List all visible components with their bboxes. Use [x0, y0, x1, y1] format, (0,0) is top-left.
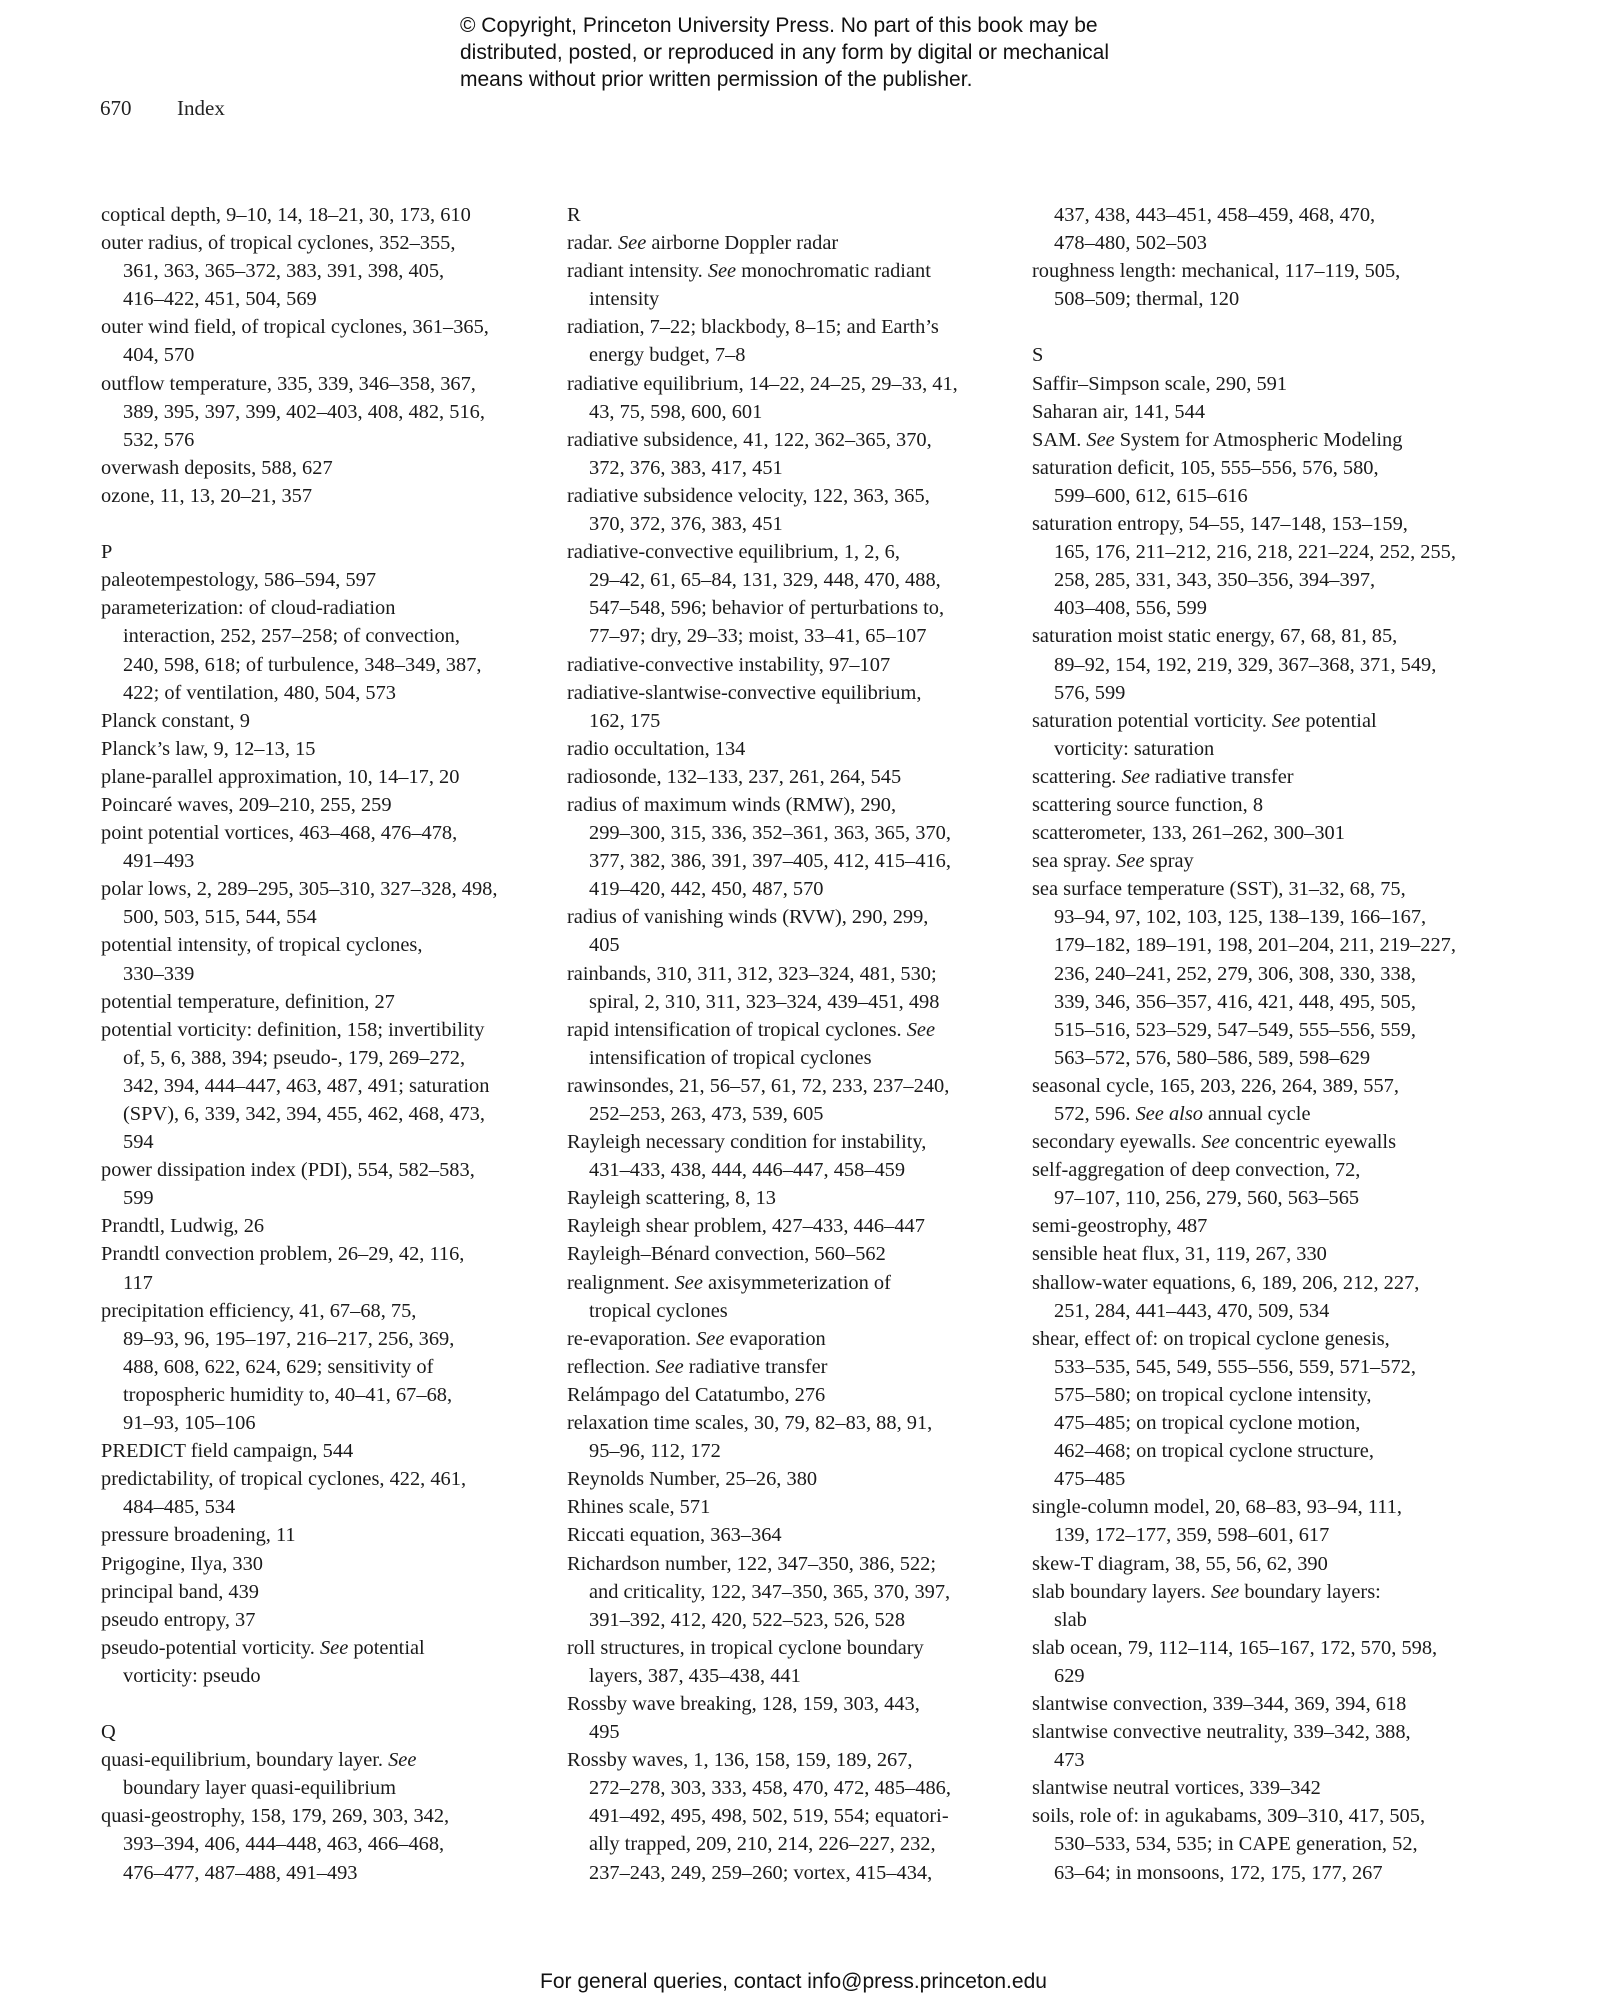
index-entry-line: Rossby wave breaking, 128, 159, 303, 443, — [567, 1692, 920, 1715]
index-entry — [1032, 1718, 1462, 1774]
index-column-1 — [101, 201, 531, 1887]
index-entry — [567, 1212, 997, 1240]
index-entry-line: 533–535, 545, 549, 555–556, 559, 571–572, — [1054, 1355, 1416, 1378]
index-entry-line: vorticity: saturation — [1054, 737, 1215, 760]
index-entry-line: ozone, 11, 13, 20–21, 357 — [101, 484, 313, 507]
index-entry-line: Rayleigh–Bénard convection, 560–562 — [567, 1243, 886, 1266]
index-entry-line: 475–485 — [1054, 1468, 1126, 1491]
index-entry-line: 236, 240–241, 252, 279, 306, 308, 330, 338, — [1054, 962, 1416, 985]
index-entry-line: realignment. See axisymmeterization of — [567, 1271, 891, 1294]
index-entry — [1032, 819, 1462, 847]
index-entry-line: shallow-water equations, 6, 189, 206, 212, 227, — [1032, 1271, 1420, 1294]
index-entry-line: 237–243, 249, 259–260; vortex, 415–434, — [589, 1861, 933, 1884]
index-entry-line: boundary layer quasi-equilibrium — [123, 1777, 396, 1800]
index-entry-line: pressure broadening, 11 — [101, 1524, 296, 1547]
index-entry-line: precipitation efficiency, 41, 67–68, 75, — [101, 1299, 417, 1322]
index-entry — [101, 791, 531, 819]
index-entry — [101, 454, 531, 482]
index-entry — [567, 735, 997, 763]
index-entry-line: 547–548, 596; behavior of perturbations to, — [589, 597, 945, 620]
index-entry — [1032, 875, 1462, 1072]
index-entry-line: 272–278, 303, 333, 458, 470, 472, 485–486, — [589, 1777, 951, 1800]
index-entry — [101, 875, 531, 931]
index-entry-line: radiative-convective equilibrium, 1, 2, 6, — [567, 541, 900, 564]
index-entry-line: scattering source function, 8 — [1032, 793, 1264, 816]
index-entry-line: 389, 395, 397, 399, 402–403, 408, 482, 516, — [123, 400, 485, 423]
copyright-line: © Copyright, Princeton University Press. No part of this book may be — [460, 14, 1098, 37]
index-entry-line: Reynolds Number, 25–26, 380 — [567, 1468, 818, 1491]
index-entry-line: 594 — [123, 1131, 154, 1154]
index-entry-line: 339, 346, 356–357, 416, 421, 448, 495, 505, — [1054, 990, 1416, 1013]
index-entry — [567, 1521, 997, 1549]
index-entry — [1032, 847, 1462, 875]
index-entry — [567, 1072, 997, 1128]
index-entry — [1032, 1493, 1462, 1549]
index-entry — [567, 370, 997, 426]
index-entry — [101, 1156, 531, 1212]
index-entry — [1032, 370, 1462, 398]
index-entry — [567, 1184, 997, 1212]
page-title: Index — [177, 96, 225, 120]
index-entry — [567, 482, 997, 538]
index-entry — [567, 426, 997, 482]
index-entry-line: quasi-geostrophy, 158, 179, 269, 303, 342, — [101, 1805, 450, 1828]
index-entry-line: radiation, 7–22; blackbody, 8–15; and Earth’s — [567, 316, 939, 339]
index-entry-line: 299–300, 315, 336, 352–361, 363, 365, 370, — [589, 822, 951, 845]
index-entry — [101, 482, 531, 510]
index-entry — [101, 763, 531, 791]
index-entry — [567, 1465, 997, 1493]
index-entry — [1032, 1212, 1462, 1240]
index-entry — [567, 651, 997, 679]
index-entry — [567, 1240, 997, 1268]
index-entry-line: radiative-convective instability, 97–107 — [567, 653, 891, 676]
index-entry-line: 488, 608, 622, 624, 629; sensitivity of — [123, 1355, 434, 1378]
index-entry-line: Relámpago del Catatumbo, 276 — [567, 1383, 826, 1406]
index-entry-line: 462–468; on tropical cyclone structure, — [1054, 1440, 1374, 1463]
index-entry-line: 393–394, 406, 444–448, 463, 466–468, — [123, 1833, 445, 1856]
index-entry-line: slab — [1054, 1608, 1087, 1631]
index-entry-line: slantwise convection, 339–344, 369, 394, 618 — [1032, 1692, 1407, 1715]
index-entry — [1032, 1774, 1462, 1802]
index-entry-line: Poincaré waves, 209–210, 255, 259 — [101, 793, 392, 816]
index-entry-line: 95–96, 112, 172 — [589, 1440, 721, 1463]
index-entry — [567, 257, 997, 313]
index-entry — [1032, 426, 1462, 454]
index-entry — [101, 735, 531, 763]
index-entry — [1032, 257, 1462, 313]
index-entry — [1032, 1269, 1462, 1325]
index-entry-line: semi-geostrophy, 487 — [1032, 1215, 1208, 1238]
index-entry — [567, 1353, 997, 1381]
index-entry-line: polar lows, 2, 289–295, 305–310, 327–328, 498, — [101, 878, 498, 901]
index-entry-line: pseudo-potential vorticity. See potential — [101, 1636, 425, 1659]
index-entry-line: roll structures, in tropical cyclone boundary — [567, 1636, 924, 1659]
index-entry-line: predictability, of tropical cyclones, 422, 461, — [101, 1468, 467, 1491]
index-entry-line: 530–533, 534, 535; in CAPE generation, 52, — [1054, 1833, 1418, 1856]
index-entry-line: rainbands, 310, 311, 312, 323–324, 481, 530; — [567, 962, 937, 985]
index-entry — [567, 763, 997, 791]
index-entry — [567, 1269, 997, 1325]
index-entry-line: 97–107, 110, 256, 279, 560, 563–565 — [1054, 1187, 1360, 1210]
index-entry-line: point potential vortices, 463–468, 476–478, — [101, 822, 458, 845]
index-entry-line: 404, 570 — [123, 344, 195, 367]
section-letter: Q — [101, 1721, 116, 1744]
index-entry-line: quasi-equilibrium, boundary layer. See — [101, 1749, 417, 1772]
index-entry-line: 370, 372, 376, 383, 451 — [589, 513, 783, 536]
index-entry — [101, 1578, 531, 1606]
copyright-line: means without prior written permission of the publisher. — [460, 68, 973, 91]
index-entry-line: 629 — [1054, 1664, 1085, 1687]
index-entry — [101, 707, 531, 735]
index-entry-line: 500, 503, 515, 544, 554 — [123, 906, 317, 929]
index-entry-line: roughness length: mechanical, 117–119, 505, — [1032, 260, 1401, 283]
index-entry-line: sea surface temperature (SST), 31–32, 68, 75, — [1032, 878, 1406, 901]
index-entry-line: 89–93, 96, 195–197, 216–217, 256, 369, — [123, 1327, 455, 1350]
index-entry-line: shear, effect of: on tropical cyclone genesis, — [1032, 1327, 1390, 1350]
index-entry — [1032, 1578, 1462, 1634]
index-entry-line: Prigogine, Ilya, 330 — [101, 1552, 263, 1575]
index-entry — [1032, 201, 1462, 257]
index-entry-line: slab ocean, 79, 112–114, 165–167, 172, 570, 598, — [1032, 1636, 1438, 1659]
section-letter: S — [1032, 344, 1044, 367]
index-entry-line: self-aggregation of deep convection, 72, — [1032, 1159, 1361, 1182]
index-entry — [101, 1212, 531, 1240]
index-entry — [1032, 791, 1462, 819]
index-entry — [101, 1297, 531, 1437]
index-entry-line: 431–433, 438, 444, 446–447, 458–459 — [589, 1159, 906, 1182]
index-entry-line: Riccati equation, 363–364 — [567, 1524, 782, 1547]
index-entry-line: Planck’s law, 9, 12–13, 15 — [101, 737, 316, 760]
index-entry-line: 599–600, 612, 615–616 — [1054, 484, 1248, 507]
index-entry-line: 372, 376, 383, 417, 451 — [589, 456, 783, 479]
index-entry-line: radiative subsidence velocity, 122, 363, 365, — [567, 484, 930, 507]
index-entry — [101, 931, 531, 987]
index-entry-line: Rayleigh necessary condition for instability, — [567, 1131, 927, 1154]
index-entry-line: slantwise neutral vortices, 339–342 — [1032, 1777, 1321, 1800]
index-entry — [101, 1606, 531, 1634]
index-entry-line: potential temperature, definition, 27 — [101, 990, 395, 1013]
index-entry-line: 572, 596. See also annual cycle — [1054, 1103, 1311, 1125]
index-entry-line: Rhines scale, 571 — [567, 1496, 711, 1519]
index-entry-line: saturation deficit, 105, 555–556, 576, 580, — [1032, 456, 1379, 479]
index-entry — [101, 1437, 531, 1465]
index-entry — [1032, 454, 1462, 510]
index-entry-line: tropospheric humidity to, 40–41, 67–68, — [123, 1383, 453, 1406]
index-entry-line: potential vorticity: definition, 158; invertibility — [101, 1018, 485, 1041]
index-entry — [101, 1634, 531, 1690]
index-entry — [101, 229, 531, 313]
index-entry-line: overwash deposits, 588, 627 — [101, 456, 333, 479]
index-entry — [567, 1690, 997, 1746]
index-entry — [101, 1802, 531, 1886]
index-entry-line: spiral, 2, 310, 311, 323–324, 439–451, 498 — [589, 990, 940, 1013]
index-entry — [567, 960, 997, 1016]
index-entry-line: 475–485; on tropical cyclone motion, — [1054, 1412, 1361, 1435]
index-entry-line: scattering. See radiative transfer — [1032, 765, 1294, 788]
index-entry-line: Saffir–Simpson scale, 290, 591 — [1032, 372, 1288, 395]
index-entry-line: sensible heat flux, 31, 119, 267, 330 — [1032, 1243, 1327, 1266]
index-entry-line: outflow temperature, 335, 339, 346–358, 367, — [101, 372, 476, 395]
index-entry-line: 422; of ventilation, 480, 504, 573 — [123, 681, 396, 704]
index-entry — [101, 313, 531, 369]
index-entry-line: 437, 438, 443–451, 458–459, 468, 470, — [1054, 204, 1376, 226]
page-number: 670 — [100, 96, 132, 120]
index-entry-line: skew-T diagram, 38, 55, 56, 62, 390 — [1032, 1552, 1328, 1575]
index-entry-line: 491–492, 495, 498, 502, 519, 554; equatori- — [589, 1805, 949, 1828]
index-entry-line: tropical cyclones — [589, 1299, 728, 1322]
index-entry-line: saturation potential vorticity. See potential — [1032, 709, 1377, 732]
index-entry-line: 495 — [589, 1721, 620, 1744]
index-entry-line: 77–97; dry, 29–33; moist, 33–41, 65–107 — [589, 625, 927, 648]
copyright-notice — [460, 12, 1220, 93]
index-entry-line: 403–408, 556, 599 — [1054, 597, 1207, 620]
index-entry — [567, 1746, 997, 1886]
index-entry-line: 240, 598, 618; of turbulence, 348–349, 387, — [123, 653, 482, 676]
index-entry-line: energy budget, 7–8 — [589, 344, 746, 367]
index-entry-line: principal band, 439 — [101, 1580, 259, 1603]
index-entry-line: rapid intensification of tropical cyclones. See — [567, 1018, 936, 1041]
index-entry — [1032, 1690, 1462, 1718]
section-letter: R — [567, 204, 581, 226]
index-entry-line: secondary eyewalls. See concentric eyewalls — [1032, 1131, 1397, 1154]
index-entry — [1032, 398, 1462, 426]
index-entry — [567, 1325, 997, 1353]
index-entry-line: radiosonde, 132–133, 237, 261, 264, 545 — [567, 765, 902, 788]
index-entry-line: 563–572, 576, 580–586, 589, 598–629 — [1054, 1046, 1371, 1069]
index-entry — [567, 1381, 997, 1409]
running-head — [100, 96, 225, 121]
index-entry-line: saturation entropy, 54–55, 147–148, 153–159, — [1032, 513, 1408, 536]
index-entry-line: reflection. See radiative transfer — [567, 1355, 828, 1378]
index-entry-line: 117 — [123, 1271, 153, 1294]
index-entry-line: plane-parallel approximation, 10, 14–17, 20 — [101, 765, 460, 788]
index-entry — [101, 201, 531, 229]
index-entry-line: parameterization: of cloud-radiation — [101, 597, 396, 620]
index-entry-line: layers, 387, 435–438, 441 — [589, 1664, 801, 1687]
index-entry-line: 89–92, 154, 192, 219, 329, 367–368, 371, 549, — [1054, 653, 1437, 676]
index-entry-line: paleotempestology, 586–594, 597 — [101, 569, 377, 592]
index-column-3 — [1032, 201, 1462, 1887]
index-entry-line: and criticality, 122, 347–350, 365, 370, 397, — [589, 1580, 951, 1603]
index-entry-line: scatterometer, 133, 261–262, 300–301 — [1032, 822, 1345, 845]
index-entry-line: radiative subsidence, 41, 122, 362–365, 370, — [567, 428, 932, 451]
index-entry — [567, 1409, 997, 1465]
index-entry-line: intensity — [589, 288, 660, 311]
index-entry — [101, 1465, 531, 1521]
index-entry-line: 342, 394, 444–447, 463, 487, 491; saturation — [123, 1074, 490, 1097]
index-entry — [1032, 510, 1462, 622]
index-entry-line: slantwise convective neutrality, 339–342, 388, — [1032, 1721, 1411, 1744]
index-entry-line: single-column model, 20, 68–83, 93–94, 111, — [1032, 1496, 1403, 1519]
index-entry — [1032, 1634, 1462, 1690]
index-entry — [567, 1016, 997, 1072]
index-entry-line: saturation moist static energy, 67, 68, 81, 85, — [1032, 625, 1398, 648]
index-entry — [101, 1550, 531, 1578]
index-entry-line: PREDICT field campaign, 544 — [101, 1440, 354, 1463]
index-entry-line: potential intensity, of tropical cyclones, — [101, 934, 423, 957]
index-entry-line: 91–93, 105–106 — [123, 1412, 256, 1435]
section-letter: P — [101, 541, 113, 564]
index-entry-line: Prandtl convection problem, 26–29, 42, 116, — [101, 1243, 465, 1266]
index-entry-line: 478–480, 502–503 — [1054, 232, 1207, 255]
index-entry — [1032, 707, 1462, 763]
index-entry-line: 473 — [1054, 1749, 1085, 1772]
index-entry-line: re-evaporation. See evaporation — [567, 1327, 826, 1350]
index-entry-line: sea spray. See spray — [1032, 850, 1194, 873]
index-entry-line: Planck constant, 9 — [101, 709, 250, 732]
index-entry — [101, 566, 531, 594]
index-entry-line: 391–392, 412, 420, 522–523, 526, 528 — [589, 1608, 906, 1631]
index-entry-line: radiant intensity. See monochromatic radiant — [567, 260, 931, 283]
index-entry — [567, 229, 997, 257]
index-entry — [567, 1128, 997, 1184]
index-entry-line: 251, 284, 441–443, 470, 509, 534 — [1054, 1299, 1330, 1322]
index-entry-line: outer radius, of tropical cyclones, 352–355, — [101, 232, 456, 255]
index-entry — [567, 313, 997, 369]
copyright-line: distributed, posted, or reproduced in any form by digital or mechanical — [460, 41, 1110, 64]
index-entry — [1032, 1240, 1462, 1268]
index-entry-line: soils, role of: in agukabams, 309–310, 417, 505, — [1032, 1805, 1426, 1828]
index-entry — [101, 988, 531, 1016]
index-entry-line: radar. See airborne Doppler radar — [567, 232, 839, 255]
index-entry — [567, 791, 997, 903]
index-entry-line: Saharan air, 141, 544 — [1032, 400, 1206, 423]
index-entry-line: 575–580; on tropical cyclone intensity, — [1054, 1383, 1372, 1406]
index-entry-line: 484–485, 534 — [123, 1496, 236, 1519]
index-entry-line: 63–64; in monsoons, 172, 175, 177, 267 — [1054, 1861, 1383, 1884]
index-entry — [101, 594, 531, 706]
index-entry — [567, 538, 997, 650]
index-entry-line: vorticity: pseudo — [123, 1664, 261, 1687]
index-entry — [1032, 1072, 1462, 1128]
index-entry — [1032, 622, 1462, 706]
index-entry-line: 419–420, 442, 450, 487, 570 — [589, 878, 824, 901]
index-entry-line: 43, 75, 598, 600, 601 — [589, 400, 763, 423]
index-entry-line: (SPV), 6, 339, 342, 394, 455, 462, 468, 473, — [123, 1103, 485, 1125]
index-column-2 — [567, 201, 997, 1887]
index-entry-line: 165, 176, 211–212, 216, 218, 221–224, 252, 255, — [1054, 541, 1456, 564]
index-entry-line: pseudo entropy, 37 — [101, 1608, 256, 1631]
index-entry — [101, 1521, 531, 1549]
index-entry-line: power dissipation index (PDI), 554, 582–583, — [101, 1159, 475, 1182]
index-entry-line: 330–339 — [123, 962, 195, 985]
index-entry-line: 599 — [123, 1187, 154, 1210]
index-entry-line: 258, 285, 331, 343, 350–356, 394–397, — [1054, 569, 1376, 592]
index-entry-line: radiative-slantwise-convective equilibrium, — [567, 681, 922, 704]
index-entry-line: 508–509; thermal, 120 — [1054, 288, 1240, 311]
index-entry-line: SAM. See System for Atmospheric Modeling — [1032, 428, 1403, 451]
index-entry — [1032, 1128, 1462, 1156]
index-entry-line: 416–422, 451, 504, 569 — [123, 288, 317, 311]
index-entry-line: outer wind field, of tropical cyclones, 361–365, — [101, 316, 489, 339]
index-entry — [567, 1493, 997, 1521]
index-entry-line: 29–42, 61, 65–84, 131, 329, 448, 470, 488, — [589, 569, 941, 592]
index-entry-line: relaxation time scales, 30, 79, 82–83, 88, 91, — [567, 1412, 933, 1435]
index-entry-line: Richardson number, 122, 347–350, 386, 522; — [567, 1552, 937, 1575]
index-entry-line: Rayleigh scattering, 8, 13 — [567, 1187, 776, 1210]
index-entry-line: 139, 172–177, 359, 598–601, 617 — [1054, 1524, 1330, 1547]
index-entry-line: Prandtl, Ludwig, 26 — [101, 1215, 265, 1238]
index-entry — [1032, 763, 1462, 791]
index-entry-line: 576, 599 — [1054, 681, 1126, 704]
index-entry-line: ally trapped, 209, 210, 214, 226–227, 232, — [589, 1833, 936, 1856]
index-entry — [567, 903, 997, 959]
index-entry — [101, 819, 531, 875]
index-entry-line: intensification of tropical cyclones — [589, 1046, 872, 1069]
index-entry — [101, 1746, 531, 1802]
index-entry — [567, 1634, 997, 1690]
index-entry-line: 377, 382, 386, 391, 397–405, 412, 415–416, — [589, 850, 951, 873]
index-entry-line: 515–516, 523–529, 547–549, 555–556, 559, — [1054, 1018, 1416, 1041]
index-entry-line: 405 — [589, 934, 620, 957]
index-entry-line: 532, 576 — [123, 428, 195, 451]
index-entry — [101, 1016, 531, 1156]
index-entry — [567, 1550, 997, 1634]
index-entry-line: radiative equilibrium, 14–22, 24–25, 29–33, 41, — [567, 372, 958, 395]
footer-contact: For general queries, contact info@press.princeton.edu — [540, 1970, 1047, 1993]
index-entry — [1032, 1550, 1462, 1578]
index-entry-line: 162, 175 — [589, 709, 661, 732]
index-entry-line: radio occultation, 134 — [567, 737, 746, 760]
index-entry-line: rawinsondes, 21, 56–57, 61, 72, 233, 237–240, — [567, 1074, 950, 1097]
index-entry-line: coptical depth, 9–10, 14, 18–21, 30, 173, 610 — [101, 204, 471, 226]
index-entry-line: Rayleigh shear problem, 427–433, 446–447 — [567, 1215, 925, 1238]
index-entry-line: 252–253, 263, 473, 539, 605 — [589, 1103, 824, 1125]
index-entry — [567, 679, 997, 735]
index-entry — [101, 370, 531, 454]
index-entry-line: radius of vanishing winds (RVW), 290, 299, — [567, 906, 929, 929]
index-entry — [1032, 1325, 1462, 1494]
index-entry-line: Rossby waves, 1, 136, 158, 159, 189, 267, — [567, 1749, 913, 1772]
index-entry — [101, 1240, 531, 1296]
index-entry-line: 93–94, 97, 102, 103, 125, 138–139, 166–167, — [1054, 906, 1427, 929]
index-entry-line: 491–493 — [123, 850, 195, 873]
index-entry-line: 179–182, 189–191, 198, 201–204, 211, 219–227, — [1054, 934, 1456, 957]
index-entry-line: 476–477, 487–488, 491–493 — [123, 1861, 358, 1884]
index-entry-line: slab boundary layers. See boundary layers: — [1032, 1580, 1381, 1603]
index-entry-line: 361, 363, 365–372, 383, 391, 398, 405, — [123, 260, 445, 283]
index-entry — [1032, 1156, 1462, 1212]
index-entry-line: interaction, 252, 257–258; of convection, — [123, 625, 460, 648]
index-entry — [1032, 1802, 1462, 1886]
index-entry-line: radius of maximum winds (RMW), 290, — [567, 793, 897, 816]
index-entry-line: of, 5, 6, 388, 394; pseudo-, 179, 269–272, — [123, 1046, 466, 1069]
index-entry-line: seasonal cycle, 165, 203, 226, 264, 389, 557, — [1032, 1074, 1399, 1097]
